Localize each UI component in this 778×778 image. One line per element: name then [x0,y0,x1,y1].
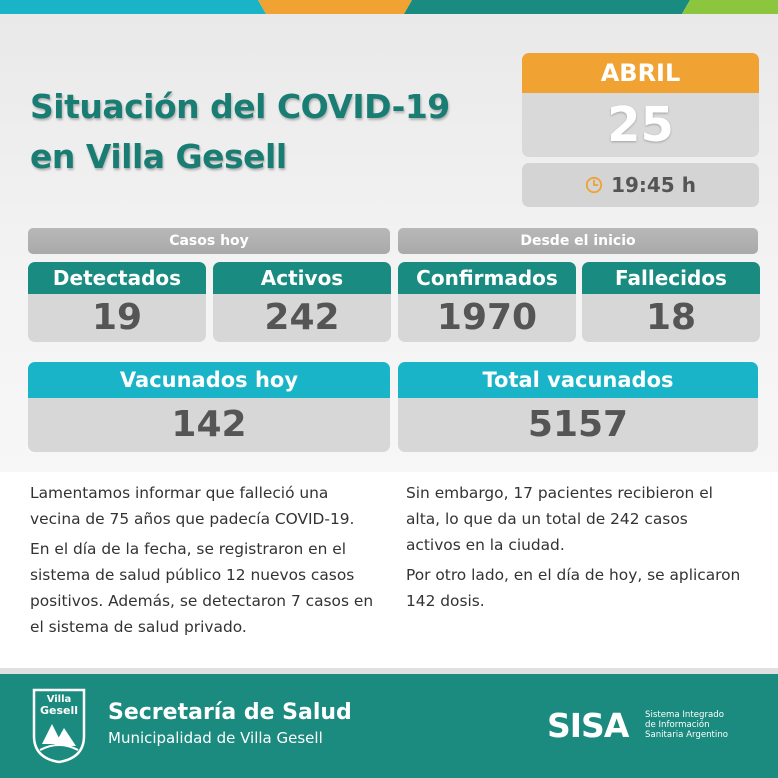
sisa-desc-line: de Información [645,720,710,730]
report-text-right [406,480,746,618]
time-text: 19:45 h [611,173,696,197]
stat-label: Detectados [28,262,206,294]
stat-fallecidos [582,262,760,342]
top-decorative-stripe [0,0,778,14]
stat-value: 18 [582,294,760,342]
municipality-name: Municipalidad de Villa Gesell [108,729,323,747]
title-line-2: en Villa Gesell [30,137,287,176]
section-since-start: Desde el inicio [398,228,758,254]
stat-detectados [28,262,206,342]
report-text-left [30,480,382,644]
clock-icon [585,176,603,194]
report-time [522,163,759,207]
paragraph: Por otro lado, en el día de hoy, se aplicaron 142 dosis. [406,566,741,610]
title-line-1: Situación del COVID-19 [30,87,450,126]
vaccine-value: 142 [28,398,390,452]
logo-text-1: Villa [46,694,72,705]
villa-gesell-logo [28,684,90,764]
sisa-desc-line: Sistema Integrado [645,710,724,720]
stat-vacunados-hoy [28,362,390,452]
paragraph: Sin embargo, 17 pacientes recibieron el alta, lo que da un total de 242 casos activos en la ciudad. [406,484,713,554]
page-title [30,82,500,182]
sisa-logo-text: SISA [547,706,629,742]
sisa-desc-line: Sanitaria Argentino [645,730,729,740]
logo-text-2: Gesell [39,704,79,717]
paragraph: Lamentamos informar que falleció una vecina de 75 años que padecía COVID-19. [30,484,355,528]
stat-value: 1970 [398,294,576,342]
department-name: Secretaría de Salud [108,700,352,725]
date-month: ABRIL [522,53,759,93]
sisa-description [645,710,755,740]
stat-label: Confirmados [398,262,576,294]
stat-value: 242 [213,294,391,342]
stat-label: Activos [213,262,391,294]
paragraph: En el día de la fecha, se registraron en el sistema de salud público 12 nuevos casos positivos. Además, se detectaron 7 casos en el sistema de salud privado. [30,540,374,636]
stat-value: 19 [28,294,206,342]
section-today: Casos hoy [28,228,390,254]
vaccine-label: Vacunados hoy [28,362,390,398]
sisa-logo [547,706,639,742]
vaccine-value: 5157 [398,398,758,452]
stat-label: Fallecidos [582,262,760,294]
stat-activos [213,262,391,342]
vaccine-label: Total vacunados [398,362,758,398]
stat-total-vacunados [398,362,758,452]
date-day: 25 [522,93,759,157]
footer-divider [0,668,778,674]
stat-confirmados [398,262,576,342]
